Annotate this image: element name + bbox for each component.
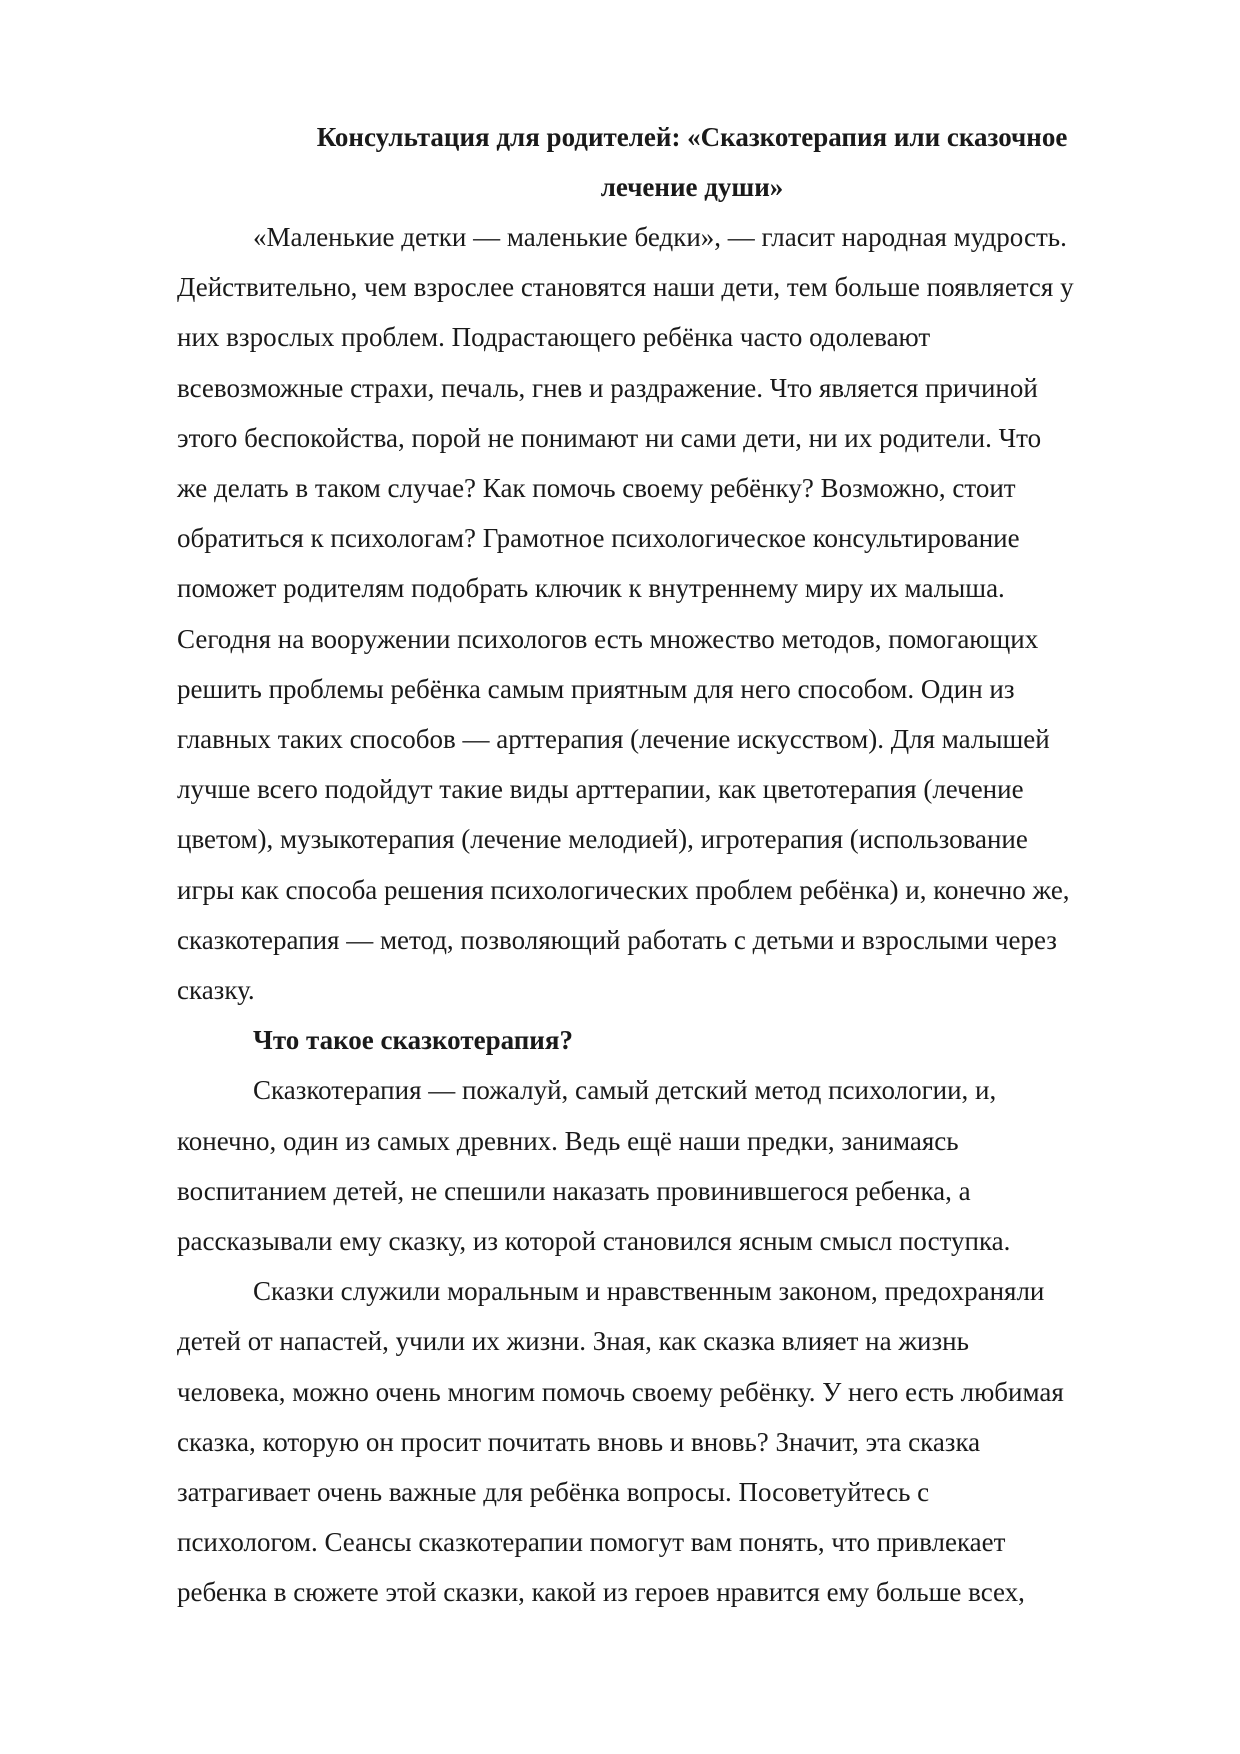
paragraph-fairytales: [177, 1266, 1147, 1617]
text-line: сказка, которую он просит почитать вновь и вновь? Значит, эта сказка: [177, 1426, 981, 1457]
text-line: цветом), музыкотерапия (лечение мелодией), игротерапия (использование: [177, 824, 1028, 855]
text-line: Сегодня на вооружении психологов есть множество методов, помогающих: [177, 623, 1039, 654]
text-line: психологом. Сеансы сказкотерапии помогут вам понять, что привлекает: [177, 1527, 1006, 1558]
document-title: [177, 112, 1147, 212]
title-line: Консультация для родителей: «Сказкотерапия или сказочное: [316, 122, 1068, 152]
text-line: же делать в таком случае? Как помочь своему ребёнку? Возможно, стоит: [177, 473, 1016, 504]
text-line: сказку.: [177, 975, 255, 1006]
text-line: сказкотерапия — метод, позволяющий работать с детьми и взрослыми через: [177, 924, 1057, 955]
text-line: них взрослых проблем. Подрастающего ребёнка часто одолевают: [177, 322, 931, 353]
text-line: «Маленькие детки — маленькие бедки», — гласит народная мудрость.: [253, 222, 1067, 252]
title-line: лечение души»: [600, 172, 784, 202]
text-line: воспитанием детей, не спешили наказать провинившегося ребенка, а: [177, 1175, 971, 1206]
text-line: Сказки служили моральным и нравственным законом, предохраняли: [253, 1276, 1045, 1307]
text-line: игры как способа решения психологических проблем ребёнка) и, конечно же,: [177, 874, 1070, 905]
text-line: конечно, один из самых древних. Ведь ещё наши предки, занимаясь: [177, 1125, 959, 1156]
text-line: ребенка в сюжете этой сказки, какой из героев нравится ему больше всех,: [177, 1577, 1025, 1608]
text-line: решить проблемы ребёнка самым приятным для него способом. Один из: [177, 673, 1015, 704]
text-line: обратиться к психологам? Грамотное психологическое консультирование: [177, 523, 1020, 554]
text-line: Действительно, чем взрослее становятся наши дети, тем больше появляется у: [177, 272, 1074, 303]
text-line: детей от напастей, учили их жизни. Зная, как сказка влияет на жизнь: [177, 1326, 969, 1357]
text-line: поможет родителям подобрать ключик к внутреннему миру их малыша.: [177, 573, 1005, 604]
paragraph-definition: [177, 1065, 1147, 1266]
text-line: лучше всего подойдут такие виды арттерапии, как цветотерапия (лечение: [177, 774, 1024, 805]
paragraph-intro: [177, 212, 1147, 1015]
text-line: человека, можно очень многим помочь своему ребёнку. У него есть любимая: [177, 1376, 1064, 1407]
section-heading: Что такое сказкотерапия?: [253, 1025, 573, 1056]
text-line: рассказывали ему сказку, из которой становился ясным смысл поступка.: [177, 1226, 1011, 1257]
text-line: затрагивает очень важные для ребёнка вопросы. Посоветуйтесь с: [177, 1477, 930, 1508]
text-line: этого беспокойства, порой не понимают ни сами дети, ни их родители. Что: [177, 422, 1042, 453]
text-line: главных таких способов — арттерапия (лечение искусством). Для малышей: [177, 724, 1050, 755]
text-line: Сказкотерапия — пожалуй, самый детский метод психологии, и,: [253, 1075, 997, 1106]
document-body: [177, 112, 1147, 1618]
text-line: всевозможные страхи, печаль, гнев и раздражение. Что является причиной: [177, 372, 1038, 403]
